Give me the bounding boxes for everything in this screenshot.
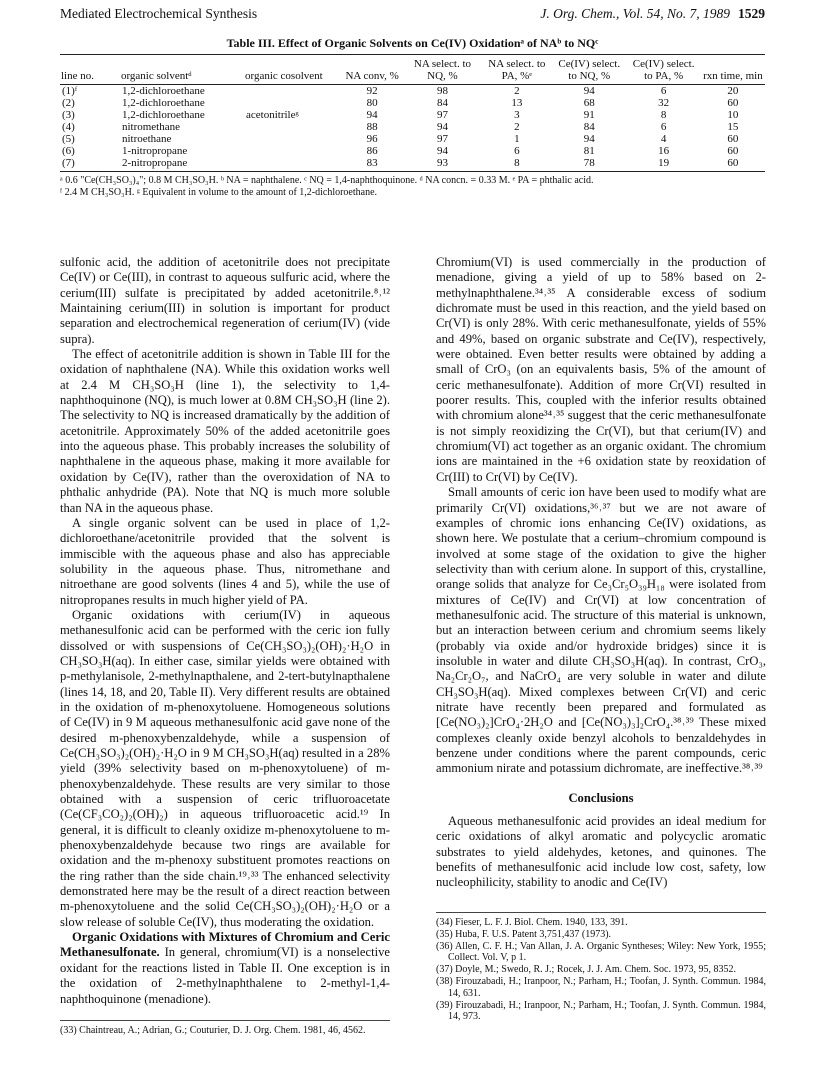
table-cell: 84 xyxy=(583,121,595,133)
paragraph: A single organic solvent can be used in place of 1,2-dichloroethane/acetonitrile provided that the solvent is immiscible with the aqueous phase and also has appreciable solubility in the aqueous phase. Thus, nitromethane and nitroethane are good solvents (lines 4 and 5), while the use of nitropropanes results in much higher yield of PA. xyxy=(60,515,390,607)
table-cell: 2 xyxy=(514,121,520,133)
table-cell: 10 xyxy=(727,109,739,121)
col-header: organic solventᵈ xyxy=(120,55,244,85)
paragraph: Chromium(VI) is used commercially in the production of menadione, giving a yield of up to 58% based on 2-methylnaphthalene.³⁴˒³⁵ A considerable excess of sodium dichromate must be used in this reaction, and the yield based on Cr(VI) is only 28%. With ceric methanesulfonate, yields of 55% and 49%, based on organic substrate and Ce(IV), respectively, were obtained. Even better results were obtained by adding a small of CrO₃ (on an equivalents basis, 5% of the amount of ceric methanesulfonate). Addition of more Cr(VI) resulted in poorer results. This, coupled with the inferior results obtained with chromium alone³⁴˒³⁵ suggest that the ceric methanesulfonate is not simply reoxidizing the Cr(VI), but that cerium(IV) and chromium(VI) act together as an organic oxidant. The chromium ions are maintained in the +6 oxidation state by reoxidation of Cr(III) to Cr(VI) by Ce(IV). xyxy=(436,255,766,484)
references-right xyxy=(436,912,766,1023)
journal-name: J. Org. Chem., Vol. 54, No. 7, 1989 xyxy=(540,6,730,21)
table-cell xyxy=(244,97,341,109)
table-cell: 78 xyxy=(552,157,626,172)
paragraph: sulfonic acid, the addition of acetonitrile does not precipitate Ce(IV) or Ce(III), in contrast to aqueous sulfuric acid, where the cerium(III) sulfate is precipitated by added acetonitrile.⁸˒¹² Maintaining cerium(III) in solution is important for product separation and electrochemical regeneration of cerium(IV) (vide supra). xyxy=(60,255,390,346)
table-cell: (3) xyxy=(62,109,75,121)
table-cell: 93 xyxy=(403,157,482,172)
paragraph: Small amounts of ceric ion have been used to modify what are primarily Cr(VI) oxidations,³⁶˒³⁷ but we are not aware of examples of chromic ions enhancing Ce(IV) oxidations, as shown here. We postulate that a cerium–chromium compound is involved at some stage of the oxidation to give the higher selectivity than with cerium alone. In support of this, crystalline, orange solids that analyze for Ce₃Cr₅O₃₉H₁₈ were isolated from mixtures of Ce(IV) and Cr(VI) at low concentration of methanesulfonic acid. The structure of this material is unknown, but an interaction between cerium and chromium seems likely (probably via oxide and/or hydroxide bridges) since it is insoluble in water and dilute CH₃SO₃H(aq). In contrast, CrO₃, Na₂Cr₂O₇, and NaCrO₄ are very soluble in water and dilute CH₃SO₃H(aq). Mixed complexes between Cr(VI) and ceric nitrate have recently been prepared and formulated as [Ce(NO₃)₂]CrO₄·2H₂O and [Ce(NO₃)₃]₂CrO₄.³⁸˒³⁹ These mixed complexes cleanly oxide benzyl alcohols to benzaldehydes in benzene under conditions where the parent compounds, ceric ammonium nirate and potassium dichromate, are ineffective.³⁸˒³⁹ xyxy=(436,485,766,776)
table-cell: nitromethane xyxy=(121,121,180,133)
table-cell: (2) xyxy=(62,97,75,109)
reference: (38) Firouzabadi, H.; Iranpoor, N.; Parham, H.; Toofan, J. Synth. Commun. 1984, 14, 631. xyxy=(436,975,766,999)
table-cell: 1-nitropropane xyxy=(121,145,188,157)
references-left xyxy=(60,1020,390,1037)
paragraph xyxy=(60,930,390,1007)
table-cell: 94 xyxy=(436,121,448,133)
table-cell: 94 xyxy=(583,133,595,145)
running-header xyxy=(60,6,765,26)
table-cell: acetonitrileᵍ xyxy=(246,109,299,121)
table-cell: (6) xyxy=(62,145,75,157)
footnote-line: ᵃ 0.6 "Ce(CH₃SO₃)₄"; 0.8 M CH₃SO₃H. ᵇ NA = naphthalene. ᶜ NQ = 1,4-naphthoquinone. ᵈ NA concn. = 0.33 M. ᵉ PA = phthalic acid. xyxy=(60,175,594,186)
table-row xyxy=(60,145,765,157)
table-cell: 60 xyxy=(727,133,739,145)
table-cell: 15 xyxy=(727,121,739,133)
table-cell: 84 xyxy=(436,97,448,109)
col-header: NA conv, % xyxy=(341,55,403,85)
table-cell: 8 xyxy=(660,109,667,121)
right-column xyxy=(436,255,766,891)
table-row xyxy=(60,97,765,109)
col-header: rxn time, min xyxy=(701,55,765,85)
table-cell: 96 xyxy=(366,133,378,145)
table-cell: 6 xyxy=(514,145,520,157)
table-cell: 60 xyxy=(727,145,739,157)
table-cell: 19 xyxy=(626,157,700,172)
table-cell: (7) xyxy=(60,157,120,172)
table-cell: 91 xyxy=(583,109,595,121)
table-cell: 97 xyxy=(436,133,448,145)
table-cell: 2-nitropropane xyxy=(120,157,244,172)
col-header: NA select. to NQ, % xyxy=(403,55,482,85)
table-iii xyxy=(60,36,765,199)
table-cell: 4 xyxy=(660,133,667,145)
table-cell: (1)ᶠ xyxy=(62,85,78,97)
table-cell: 92 xyxy=(366,85,378,97)
table-row xyxy=(60,157,765,172)
table-cell: 1,2-dichloroethane xyxy=(121,109,205,121)
paragraph-text: In general, chromium(VI) is a nonselective oxidant for the reactions listed in Table II. One exception is in the oxidation of 2-methylnaphthalene to 2-methyl-1,4-naphthoquinone (menadione). xyxy=(60,945,390,1006)
table-cell: 8 xyxy=(482,157,552,172)
conclusions-heading: Conclusions xyxy=(568,790,634,805)
reference: (39) Firouzabadi, H.; Iranpoor, N.; Parham, H.; Toofan, J. Synth. Commun. 1984, 14, 973. xyxy=(436,999,766,1023)
table-cell xyxy=(244,85,341,98)
reference: (37) Doyle, M.; Swedo, R. J.; Rocek, J. J. Am. Chem. Soc. 1973, 95, 8352. xyxy=(436,964,736,976)
col-header: line no. xyxy=(60,55,120,85)
table-cell: 1 xyxy=(514,133,520,145)
table-cell: 94 xyxy=(366,109,378,121)
table-cell: 60 xyxy=(701,157,765,172)
table-cell: 6 xyxy=(660,121,667,133)
reference: (34) Fieser, L. F. J. Biol. Chem. 1940, 133, 391. xyxy=(436,917,628,928)
section-heading: Organic Oxidations with Mixtures of Chromium and Ceric Methanesulfonate. xyxy=(60,930,390,960)
table-cell: (4) xyxy=(62,121,75,133)
table-cell: 86 xyxy=(366,145,378,157)
table-row xyxy=(60,121,765,133)
table-cell: 6 xyxy=(660,85,667,97)
left-column xyxy=(60,255,390,1007)
table-cell xyxy=(244,145,341,157)
reference: (35) Huba, F. U.S. Patent 3,751,437 (1973). xyxy=(436,928,612,940)
table-footnotes xyxy=(60,175,765,199)
table-cell: 32 xyxy=(658,97,670,109)
table-cell: 13 xyxy=(511,97,523,109)
table-cell: 2 xyxy=(514,85,520,97)
table-cell: (5) xyxy=(62,133,75,145)
paragraph: The effect of acetonitrile addition is shown in Table III for the oxidation of naphthalene (NA). While this oxidation works well at 2.4 M CH₃SO₃H (line 1), the selectivity to 1,4-naphthoquinone (NQ), is much lower at 0.8M CH₃SO₃H (line 2). The selectivity to NQ is increased dramatically by the addition of acetonitrile. Approximately 50% of the added acetonitrile goes into the aqueous phase. This probably increases the solubility of naphthalene in the aqueous phase, making it more available for oxidation by Ce(IV), rather than the overoxidation of NA to phthalic anhydride (PA). Note that NQ is much more soluble than NA in the aqueous phase. xyxy=(60,347,390,515)
col-header: NA select. to PA, %ᵉ xyxy=(482,55,552,85)
table-title: Table III. Effect of Organic Solvents on Ce(IV) Oxidationᵃ of NAᵇ to NQᶜ xyxy=(226,36,599,50)
table-row xyxy=(60,109,765,121)
col-header: Ce(IV) select. to PA, % xyxy=(626,55,700,85)
reference: (36) Allen, C. F. H.; Van Allan, J. A. Organic Syntheses; Wiley: New York, 1955; Collect. Vol. V, p 1. xyxy=(436,940,766,964)
table-cell: 83 xyxy=(341,157,403,172)
table-cell: 16 xyxy=(658,145,670,157)
table-cell: 1,2-dichloroethane xyxy=(121,97,205,109)
table-cell: 60 xyxy=(727,97,739,109)
col-header: Ce(IV) select. to NQ, % xyxy=(552,55,626,85)
table-cell: 81 xyxy=(583,145,595,157)
table-cell xyxy=(244,133,341,145)
paragraph: Aqueous methanesulfonic acid provides an ideal medium for ceric oxidations of alkyl aromatic and polycyclic aromatic substrates to yield aldehydes, ketones, and quinones. The benefits of methanesulfonic acid include low cost, safety, low nucleophilicity, stability to anodic and Ce(IV) xyxy=(436,814,766,890)
table-cell: 68 xyxy=(583,97,595,109)
table-cell: nitroethane xyxy=(121,133,172,145)
running-title: Mediated Electrochemical Synthesis xyxy=(60,6,258,21)
table-cell: 88 xyxy=(366,121,378,133)
table-cell xyxy=(244,121,341,133)
table-cell: 1,2-dichloroethane xyxy=(121,85,205,97)
page-number: 1529 xyxy=(738,6,765,21)
table-cell: 80 xyxy=(366,97,378,109)
table-cell: 94 xyxy=(583,85,595,97)
table-cell xyxy=(244,157,341,172)
footnote-line: ᶠ 2.4 M CH₃SO₃H. ᵍ Equivalent in volume to the amount of 1,2-dichloroethane. xyxy=(60,187,378,198)
table-cell: 97 xyxy=(436,109,448,121)
table-row xyxy=(60,85,765,98)
table-cell: 98 xyxy=(436,85,448,97)
reference: (33) Chaintreau, A.; Adrian, G.; Couturier, D. J. Org. Chem. 1981, 46, 4562. xyxy=(60,1025,366,1036)
table-cell: 20 xyxy=(727,85,739,97)
data-table xyxy=(60,54,765,172)
table-cell: 94 xyxy=(436,145,448,157)
paragraph: Organic oxidations with cerium(IV) in aqueous methanesulfonic acid can be performed with the ceric ion fully dissolved or with suspensions of Ce(CH₃SO₃)₂(OH)₂·H₂O in CH₃SO₃H(aq). In either case, similar yields were obtained with p-methylanisole, 2-methylnapthalene, and 2-tert-butylnapthalene (lines 14, 18, and 20, Table II). Very different results are obtained in the oxidation of m-phenoxytoluene. Homogeneous solutions of Ce(IV) in 9 M aqueous methanesulfonic acid gave none of the desired m-phenoxybenzaldehyde, while a suspension of Ce(CH₃SO₃)₂(OH)₂·H₂O in 9 M CH₃SO₃H(aq) resulted in a 28% yield (39% selectivity based on m-phenoxytoluene) of m-phenoxybenzaldehyde. These results are very similar to those obtained with a suspension of ceric trifluoroacetate (Ce(CF₃CO₂)₂(OH)₂) in aqueous trifluoroacetic acid.¹⁹ In general, it is difficult to cleanly oxidize m-phenoxytoluene to m-phenoxybenzaldehyde because two rings are available for oxidation and the m-phenoxy substituent promotes reactions on the ring rather than the side chain.¹⁹˒³³ The enhanced selectivity demonstrated here may be the result of a direct reaction between m-phenoxytoluene and the solid Ce(CH₃SO₃)₂(OH)₂·H₂O or a slow release of soluble Ce(IV), thus moderating the oxidation. xyxy=(60,607,390,929)
col-header: organic cosolvent xyxy=(244,55,341,85)
table-row xyxy=(60,133,765,145)
journal-citation xyxy=(540,6,765,22)
table-cell: 3 xyxy=(514,109,520,121)
